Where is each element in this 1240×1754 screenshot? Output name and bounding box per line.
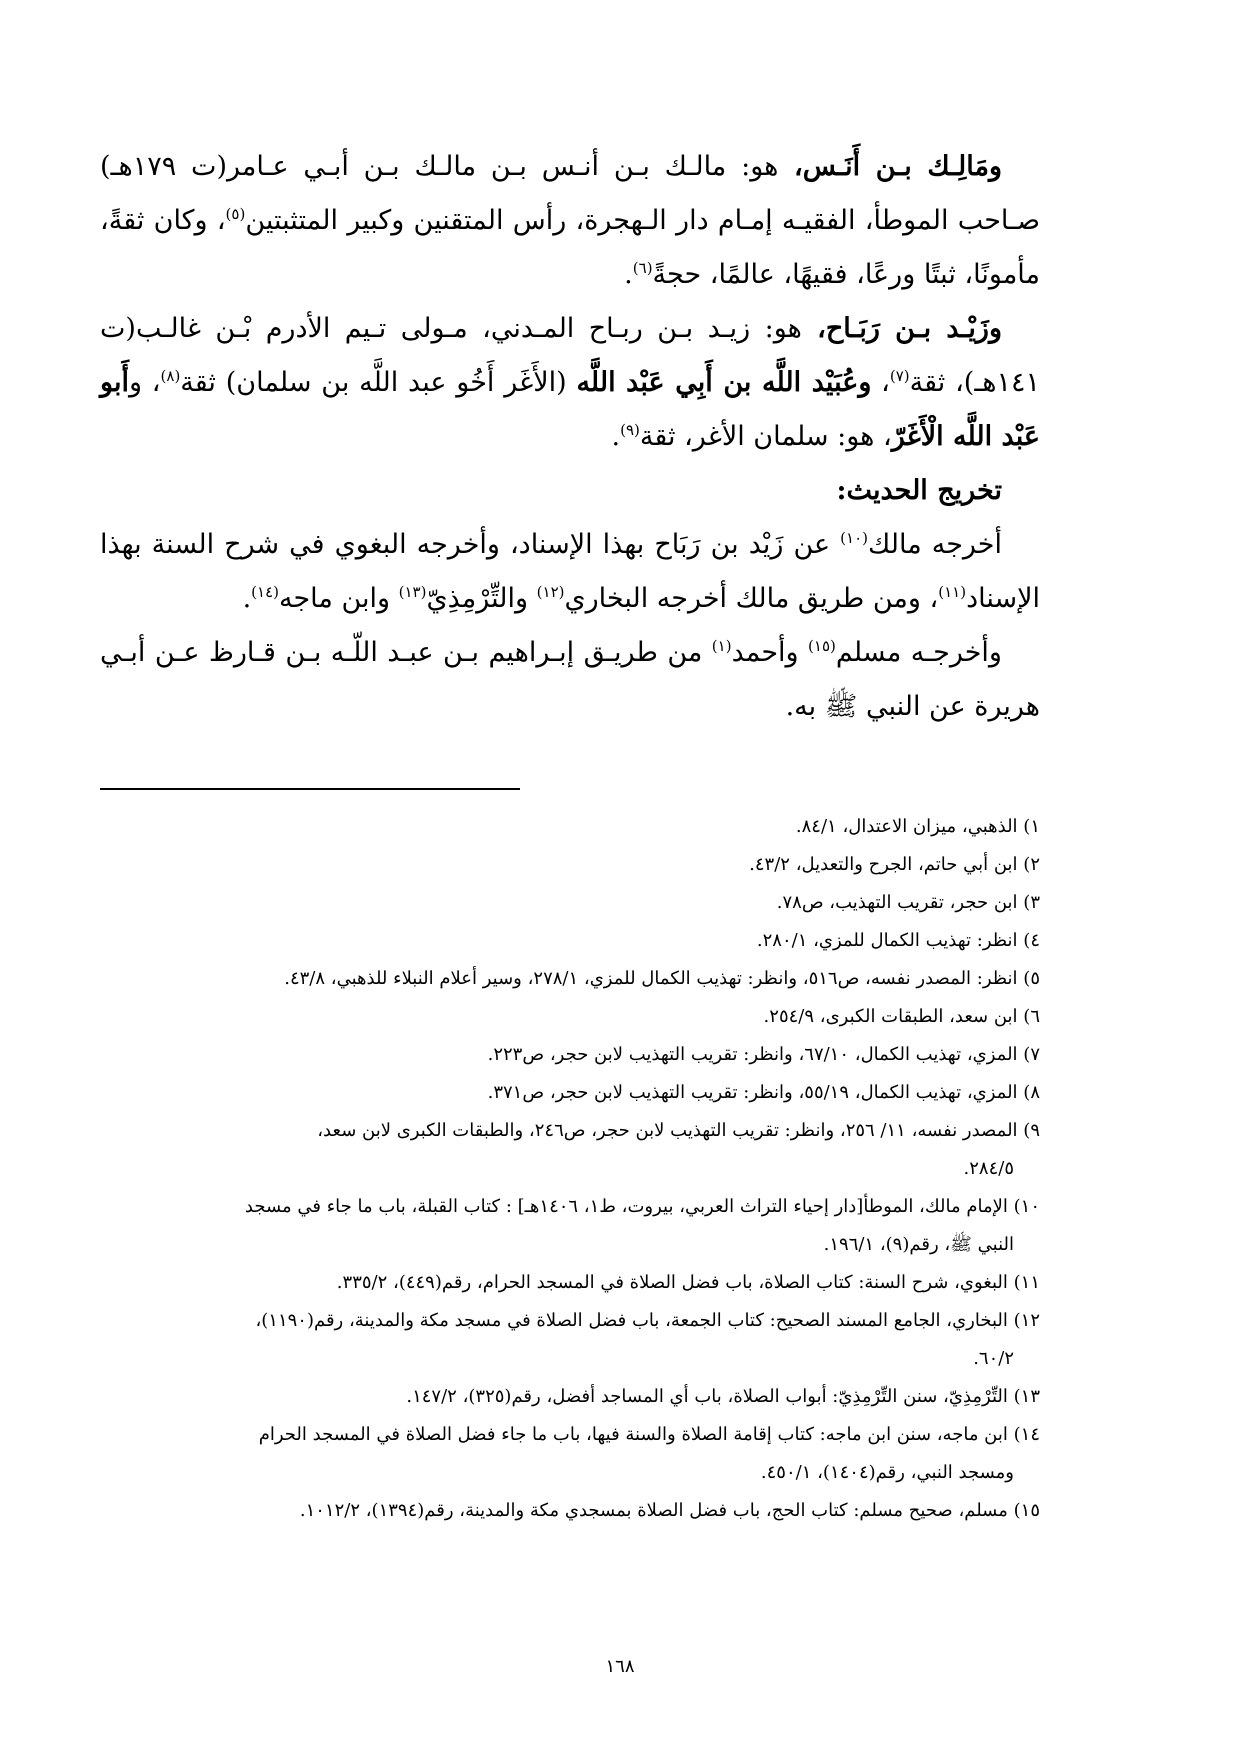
footnote-text: البخاري، الجامع المسند الصحيح: كتاب الجمعة، باب فضل الصلاة في مسجد مكة والمدينة، رقم(١١٩٠)،: [255, 1310, 1008, 1331]
footnote-text: المصدر نفسه، ١١/ ٢٥٦، وانظر: تقريب التهذيب لابن حجر، ص٢٤٦، والطبقات الكبرى لابن سعد،: [317, 1120, 1018, 1141]
text-span: ، هو: سلمان الأغر، ثقة: [639, 421, 892, 452]
text-span: .: [624, 259, 633, 290]
footnote-number: ١١): [1013, 1272, 1040, 1293]
footnote-number: ١٤): [1013, 1424, 1040, 1445]
footnote-ref[interactable]: (٦): [632, 259, 653, 277]
footnote-text: البغوي، شرح السنة: كتاب الصلاة، باب فضل الصلاة في المسجد الحرام، رقم(٤٤٩)، ٣٣٥/٢.: [336, 1272, 1008, 1293]
footnote-number: ٨): [1023, 1082, 1040, 1103]
footnote-continuation: ٦٠/٢.: [973, 1348, 1014, 1369]
footnote-number: ٤): [1023, 930, 1040, 951]
footnote-item: [100, 1492, 1040, 1530]
text-span: وابن ماجه: [279, 583, 399, 614]
text-span: .: [242, 583, 252, 614]
narrator-name: وعُبَيْد اللَّه بن أَبِي عَبْد اللَّه: [576, 367, 872, 398]
text-span: ، وكان ثقةً، مأمونًا، ثبتًا ورعًا، فقيهًا، عالمًا، حجةً: [100, 205, 1040, 290]
footnote-ref[interactable]: (١٥): [808, 637, 836, 655]
narrator-name: ومَالِـك بـن أَنَـس،: [778, 151, 1002, 182]
text-span: والتِّرْمِذِيّ: [426, 583, 537, 614]
narrator-name: أَبو عَبْد اللَّه الْأَغَرّ: [100, 367, 1040, 452]
footnote-text: ابن حجر، تقريب التهذيب، ص٧٨.: [776, 892, 1018, 913]
paragraph-malik: [100, 140, 1040, 302]
footnote-ref[interactable]: (١٠): [840, 529, 869, 547]
footnote-item: [100, 884, 1040, 922]
footnote-ref[interactable]: (١): [711, 637, 732, 655]
footnote-number: ١٣): [1013, 1386, 1040, 1407]
footnote-item: [100, 808, 1040, 846]
footnote-item: [100, 1378, 1040, 1416]
text-span: من طريـق إبـراهيم بـن عبـد اللّـه بـن قـارظ عـن أبـي هريرة عن النبي ﷺ به.: [100, 637, 1040, 722]
footnote-number: ٧): [1023, 1044, 1040, 1065]
footnote-text: المزي، تهذيب الكمال، ٥٥/١٩، وانظر: تقريب التهذيب لابن حجر، ص٣٧١.: [487, 1082, 1018, 1103]
footnote-number: ٣): [1023, 892, 1040, 913]
footnote-number: ٢): [1023, 854, 1040, 875]
footnote-text: ابن سعد، الطبقات الكبرى، ٢٥٤/٩.: [763, 1006, 1018, 1027]
footnote-item: [100, 846, 1040, 884]
text-span: وأحمد: [731, 637, 809, 668]
footnote-text: انظر: تهذيب الكمال للمزي، ٢٨٠/١.: [756, 930, 1018, 951]
footnote-ref[interactable]: (١٤): [251, 583, 279, 601]
footnote-text: الإمام مالك، الموطأ[دار إحياء التراث العربي، بيروت، ط١، ١٤٠٦هـ] : كتاب القبلة، باب ما جاء في مسجد: [244, 1196, 1008, 1217]
footnote-number: ١): [1023, 816, 1040, 837]
footnote-ref[interactable]: (٧): [889, 367, 910, 385]
footnotes-list: [100, 808, 1040, 1530]
footnote-text: مسلم، صحيح مسلم: كتاب الحج، باب فضل الصلاة بمسجدي مكة والمدينة، رقم(١٣٩٤)، ١٠١٢/٢.: [299, 1500, 1008, 1521]
footnote-continuation: ٢٨٤/٥.: [963, 1158, 1014, 1179]
text-span: هو: مالـك بـن أنـس بـن مالـك بـن أبـي عـامر(ت ١٧٩هـ) صـاحب الموطأ، الفقيـه إمـام دار الـهجرة، رأس المتقنين وكبير المتثبتين: [100, 151, 1040, 236]
footnote-text: ابن أبي حاتم، الجرح والتعديل، ٤٣/٢.: [749, 854, 1018, 875]
paragraph-zaid: [100, 302, 1040, 464]
footnote-text: التِّرْمِذِيّ، سنن التِّرْمِذِيّ: أبواب الصلاة، باب أي المساجد أفضل، رقم(٣٢٥)، ١٤٧/٢.: [406, 1386, 1008, 1407]
text-span: .: [611, 421, 621, 452]
footnote-item: [100, 1036, 1040, 1074]
footnote-item: [100, 922, 1040, 960]
footnote-item: [100, 1188, 1040, 1264]
footnote-item: [100, 1074, 1040, 1112]
footnote-ref[interactable]: (٥): [225, 205, 246, 223]
footnote-ref[interactable]: (١٣): [398, 583, 427, 601]
text-span: أخرجه مالك: [868, 529, 1002, 560]
footnote-number: ٦): [1023, 1006, 1040, 1027]
footnote-item: [100, 1416, 1040, 1492]
footnote-number: ١٢): [1013, 1310, 1040, 1331]
paragraph-takhrij-1: [100, 518, 1040, 626]
text-span: هو: زيـد بـن ربـاح المـدني، مـولى تـيم الأدرم بْـن غالـب(ت ١٤١هـ)، ثقة: [100, 313, 1041, 398]
text-span: ، ومن طريق مالك أخرجه البخاري: [564, 583, 939, 614]
section-heading: تخريج الحديث:: [836, 475, 1002, 506]
footnote-item: [100, 1302, 1040, 1378]
main-text: [100, 140, 1040, 734]
footnote-ref[interactable]: (٩): [620, 421, 640, 439]
footnote-number: ١٠): [1013, 1196, 1040, 1217]
footnote-ref[interactable]: (١١): [938, 583, 967, 601]
footnote-ref[interactable]: (٨): [160, 367, 181, 385]
narrator-name: وزَيْـد بـن رَبَـاح،: [801, 313, 1003, 344]
footnote-item: [100, 960, 1040, 998]
text-span: عن زَيْد بن رَبَاح بهذا الإسناد، وأخرجه البغوي في شرح السنة بهذا الإسناد: [100, 529, 1040, 614]
footnote-text: ابن ماجه، سنن ابن ماجه: كتاب إقامة الصلاة والسنة فيها، باب ما جاء فضل الصلاة في المسجد الحرام: [258, 1424, 1008, 1445]
text-span: (الأَغَر أَخُو عبد اللَّه بن سلمان) ثقة: [180, 367, 577, 398]
footnote-item: [100, 998, 1040, 1036]
paragraph-takhrij-2: [100, 626, 1040, 734]
footnote-number: ٥): [1023, 968, 1040, 989]
footnote-number: ١٥): [1013, 1500, 1040, 1521]
footnote-number: ٩): [1023, 1120, 1040, 1141]
text-span: ، و: [128, 367, 161, 398]
footnote-text: المزي، تهذيب الكمال، ٦٧/١٠، وانظر: تقريب التهذيب لابن حجر، ص٢٢٣.: [487, 1044, 1018, 1065]
footnote-continuation: ومسجد النبي، رقم(١٤٠٤)، ٤٥٠/١.: [760, 1462, 1014, 1483]
footnote-separator: [100, 788, 520, 790]
footnote-item: [100, 1264, 1040, 1302]
footnote-item: [100, 1112, 1040, 1188]
text-span: وأخرجـه مسلم: [835, 637, 1002, 668]
text-span: ،: [871, 367, 890, 398]
footnote-ref[interactable]: (١٢): [536, 583, 565, 601]
page-number: ١٦٨: [605, 1656, 635, 1677]
footnote-text: الذهبي، ميزان الاعتدال، ٨٤/١.: [795, 816, 1018, 837]
footnote-continuation: النبي ﷺ، رقم(٩)، ١٩٦/١.: [823, 1234, 1014, 1255]
footnote-text: انظر: المصدر نفسه، ص٥١٦، وانظر: تهذيب الكمال للمزي، ٢٧٨/١، وسير أعلام النبلاء للذهبي، ٤٣/٨.: [284, 968, 1018, 989]
